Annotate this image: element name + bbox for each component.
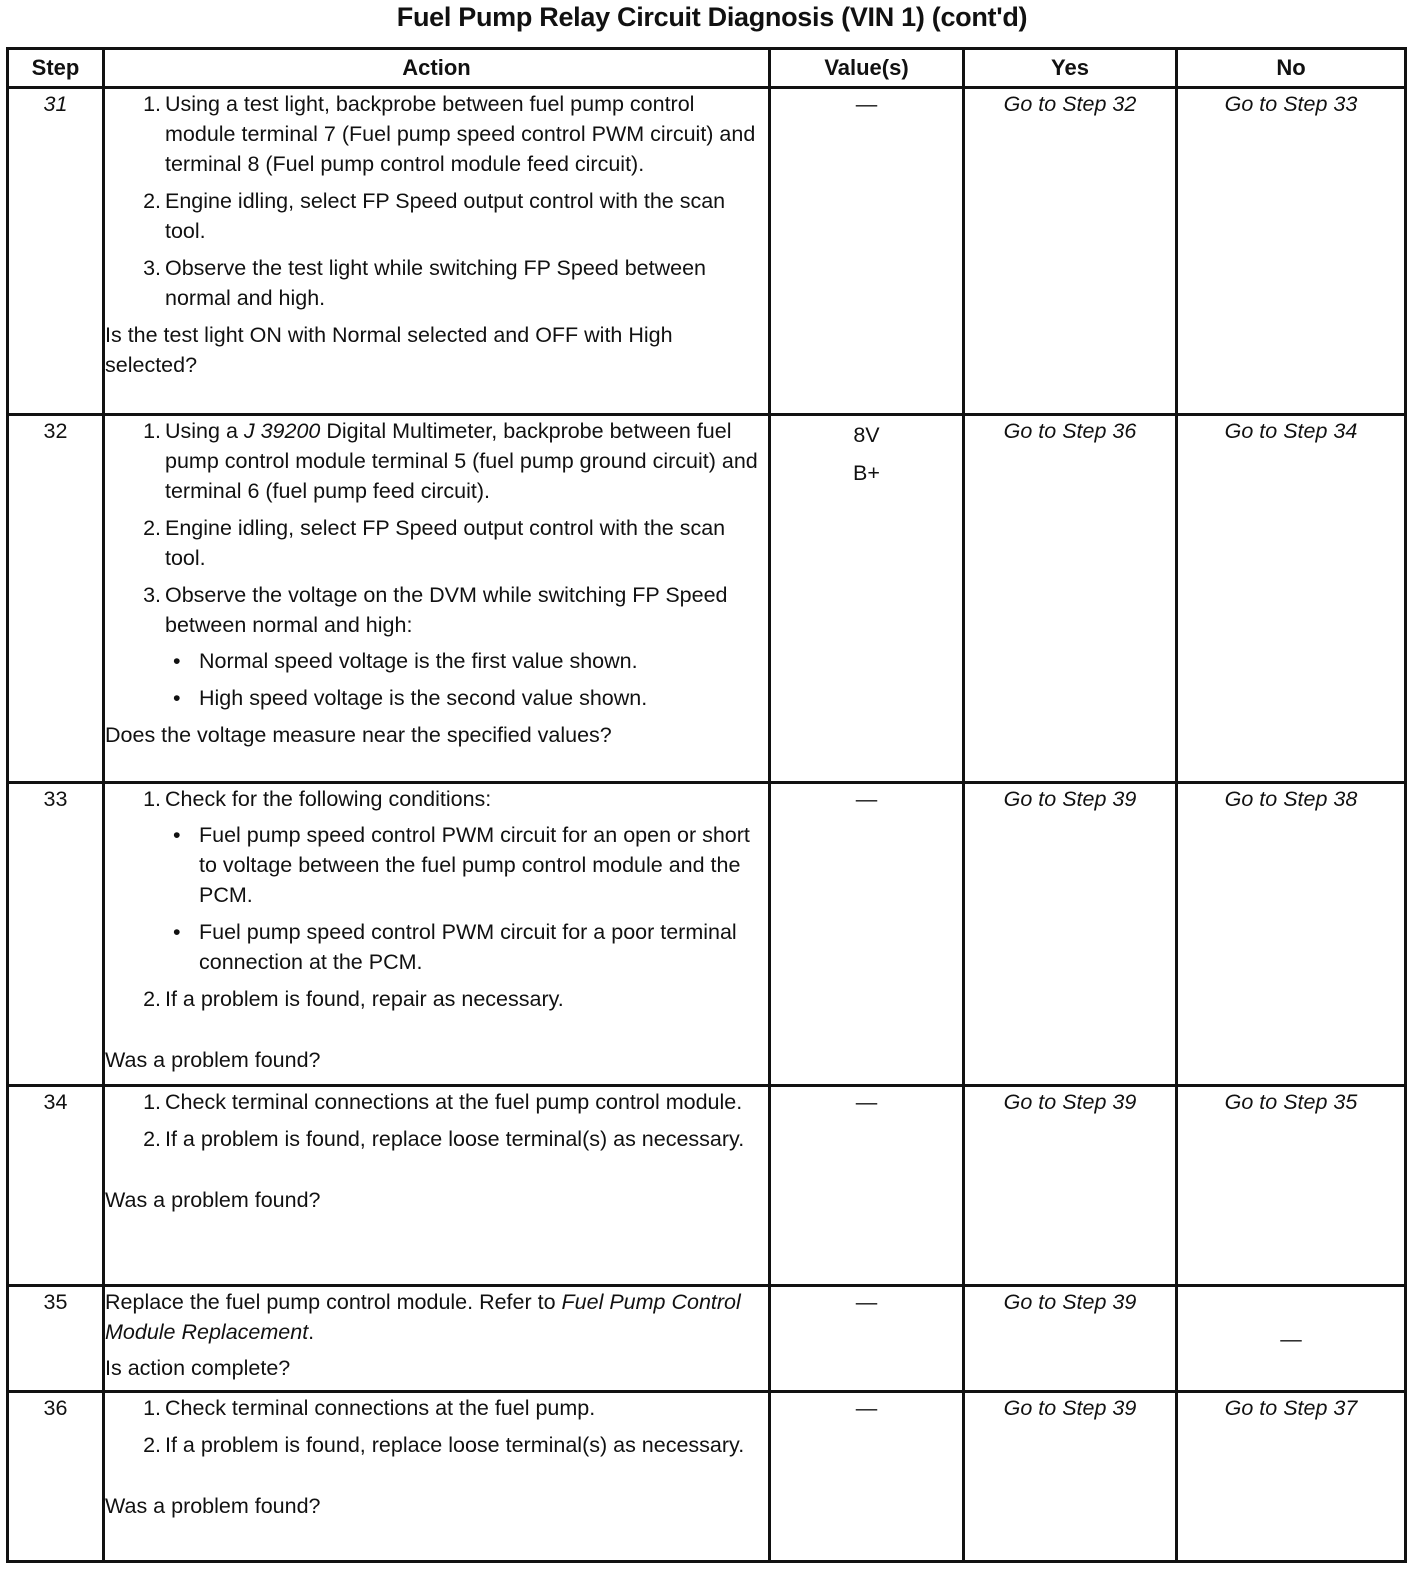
value-high: B+: [853, 461, 880, 485]
header-step: Step: [8, 49, 104, 88]
no-link: Go to Step 34: [1177, 415, 1406, 783]
action-cell: [104, 783, 770, 1086]
table-row-step-32: [8, 415, 1406, 783]
header-action: Action: [104, 49, 770, 88]
no-link: Go to Step 35: [1177, 1086, 1406, 1286]
page-title: Fuel Pump Relay Circuit Diagnosis (VIN 1) (cont'd): [396, 2, 1028, 32]
action-list: [105, 1087, 768, 1154]
action-question: Is action complete?: [105, 1356, 291, 1380]
action-item: 2. Engine idling, select FP Speed output control with the scan tool.: [143, 189, 726, 243]
header-no: No: [1177, 49, 1406, 88]
action-item: 1. Check terminal connections at the fuel pump.: [143, 1396, 596, 1420]
step-number: 35: [8, 1286, 104, 1392]
no-link: Go to Step 33: [1177, 88, 1406, 415]
action-item: 2. If a problem is found, replace loose terminal(s) as necessary.: [143, 1127, 745, 1151]
yes-link: Go to Step 32: [964, 88, 1177, 415]
action-question: Does the voltage measure near the specified values?: [105, 723, 612, 747]
bullet-item: • Fuel pump speed control PWM circuit for an open or short to voltage between the fuel pump control module and the PCM.: [173, 823, 750, 907]
value-cell: —: [770, 1086, 964, 1286]
value-cell: —: [770, 88, 964, 415]
table-row-step-34: [8, 1086, 1406, 1286]
action-item: 2. Engine idling, select FP Speed output control with the scan tool.: [143, 516, 726, 570]
diagnosis-table: [6, 47, 1407, 1563]
bullet-item: • Fuel pump speed control PWM circuit for a poor terminal connection at the PCM.: [173, 920, 737, 974]
header-value: Value(s): [770, 49, 964, 88]
action-item: 1. Check for the following conditions: • Fuel pump speed control PWM circuit for an open or short to voltage between the fuel pump control module and the PCM. • Fuel pump speed control PWM circuit for a poor terminal connection at the PCM.: [105, 784, 768, 977]
no-link: Go to Step 37: [1177, 1392, 1406, 1562]
step-number: 31: [8, 88, 104, 415]
table-row-step-33: [8, 783, 1406, 1086]
value-cell: —: [770, 783, 964, 1086]
step-number: 34: [8, 1086, 104, 1286]
no-link: Go to Step 38: [1177, 783, 1406, 1086]
value-cell: —: [770, 1392, 964, 1562]
action-item: 3. Observe the voltage on the DVM while switching FP Speed between normal and high: • Normal speed voltage is the first value shown. • High speed voltage is the second value shown.: [105, 580, 768, 713]
header-row: [8, 49, 1406, 88]
tool-name: J 39200: [243, 419, 321, 443]
step-number: 32: [8, 415, 104, 783]
table-row-step-31: [8, 88, 1406, 415]
action-item: 1. Using a J 39200 Digital Multimeter, backprobe between fuel pump control module terminal 5 (fuel pump ground circuit) and terminal 6 (fuel pump feed circuit).: [143, 419, 758, 503]
action-item: 1. Check terminal connections at the fuel pump control module.: [143, 1090, 743, 1114]
bullet-item: • Normal speed voltage is the first value shown.: [173, 649, 638, 673]
action-item: 3. Observe the test light while switching FP Speed between normal and high.: [143, 256, 706, 310]
action-question: Was a problem found?: [105, 1048, 321, 1072]
bullet-list: [165, 820, 768, 977]
action-cell: [104, 1086, 770, 1286]
action-text: Replace the fuel pump control module. Refer to Fuel Pump Control Module Replacement.: [105, 1290, 741, 1344]
yes-link: Go to Step 39: [964, 1286, 1177, 1392]
action-question: Was a problem found?: [105, 1494, 321, 1518]
header-yes: Yes: [964, 49, 1177, 88]
action-list: [105, 784, 768, 1014]
action-cell: [104, 415, 770, 783]
yes-link: Go to Step 39: [964, 783, 1177, 1086]
action-item: 1. Using a test light, backprobe between fuel pump control module terminal 7 (Fuel pump speed control PWM circuit) and terminal 8 (Fuel pump control module feed circuit).: [143, 92, 756, 176]
value-cell: [770, 415, 964, 783]
yes-link: Go to Step 36: [964, 415, 1177, 783]
action-item: 2. If a problem is found, repair as necessary.: [143, 987, 564, 1011]
value-normal: 8V: [853, 423, 880, 447]
action-cell: [104, 88, 770, 415]
table-row-step-35: [8, 1286, 1406, 1392]
action-list: [105, 89, 768, 313]
step-number: 36: [8, 1392, 104, 1562]
step-number: 33: [8, 783, 104, 1086]
bullet-item: • High speed voltage is the second value shown.: [173, 686, 648, 710]
action-list: [105, 1393, 768, 1460]
yes-link: Go to Step 39: [964, 1392, 1177, 1562]
table-row-step-36: [8, 1392, 1406, 1562]
action-item: 2. If a problem is found, replace loose terminal(s) as necessary.: [143, 1433, 745, 1457]
bullet-list: [165, 646, 768, 713]
procedure-reference: Fuel Pump Control Module Replacement: [105, 1290, 741, 1344]
action-cell: [104, 1286, 770, 1392]
no-link: —: [1177, 1286, 1406, 1392]
yes-link: Go to Step 39: [964, 1086, 1177, 1286]
action-list: [105, 416, 768, 713]
action-question: Was a problem found?: [105, 1188, 321, 1212]
value-cell: —: [770, 1286, 964, 1392]
action-question: Is the test light ON with Normal selected and OFF with High selected?: [105, 323, 673, 377]
action-cell: [104, 1392, 770, 1562]
